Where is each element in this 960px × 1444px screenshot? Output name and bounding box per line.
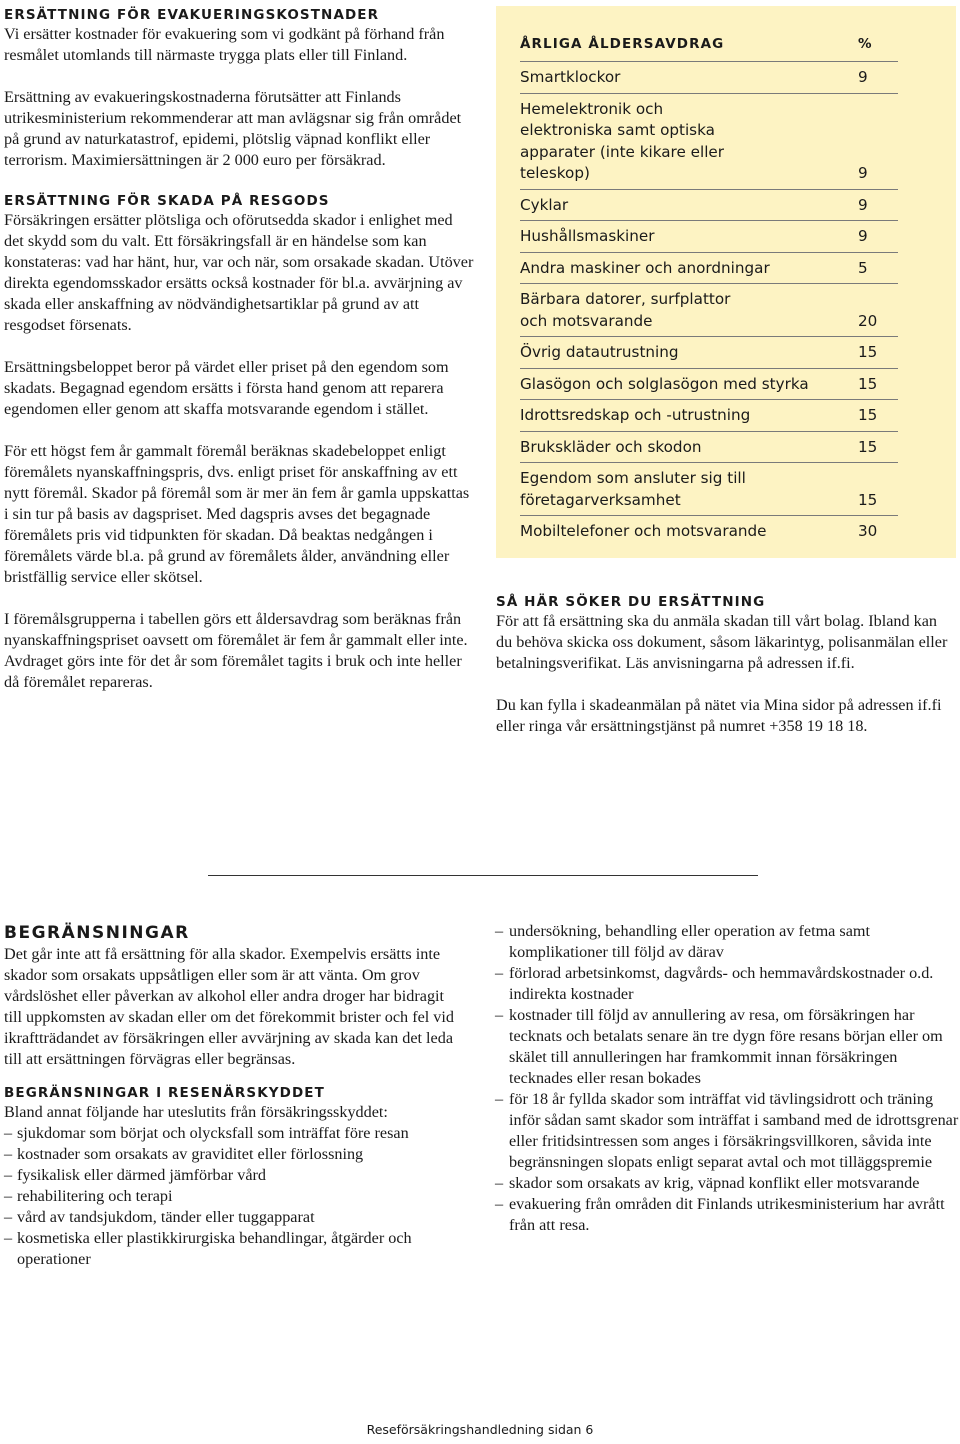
baggage-paragraph-4: I föremålsgrupperna i tabellen görs ett åldersavdrag som beräknas från nyanskaffningspriset oavsett om föremålet är fem år gammalt eller inte. Avdraget görs inte för det år som föremålet tagits i bruk och inte heller då föremålet repareras.	[4, 610, 468, 691]
row-value: 9	[858, 164, 868, 182]
row-label: Bärbara datorer, surfplattor och motsvarande	[520, 290, 731, 330]
claim-heading: SÅ HÄR SÖKER DU ERSÄTTNING	[496, 594, 766, 610]
table-row	[520, 400, 898, 432]
table-row	[520, 369, 898, 401]
row-label: Hushållsmaskiner	[520, 227, 655, 245]
evac-paragraph-2: Ersättning av evakueringskostnaderna förutsätter att Finlands utrikesministerium rekommenderar att man avlägsnar sig från området på grund av naturkatastrof, epidemi, plötslig väpnad konflikt eller terrorism. Maximiersättningen är 2 000 euro per försäkrad.	[4, 88, 462, 169]
exclusion-list-left	[4, 1123, 464, 1270]
list-item: – fysikalisk eller därmed jämförbar vård	[4, 1165, 464, 1186]
row-value: 5	[858, 258, 868, 277]
claim-section	[496, 593, 956, 737]
exclusion-list-right	[495, 921, 959, 1236]
baggage-paragraph-2: Ersättningsbeloppet beror på värdet eller priset på den egendom som skadats. Begagnad egendom ersätts i första hand genom att reparera egendomen eller genom att skaffa motsvarande egendom i stället.	[4, 358, 449, 418]
row-value: 15	[858, 437, 878, 456]
list-item: – förlorad arbetsinkomst, dagvårds- och hemmavårdskostnader o.d. indirekta kostnader	[495, 963, 959, 1005]
row-label: Hemelektronik och elektroniska samt optiska apparater (inte kikare eller teleskop)	[520, 99, 725, 182]
row-label: Idrottsredskap och -utrustning	[520, 406, 751, 424]
table-row	[520, 516, 898, 547]
baggage-paragraph-1: Försäkringen ersätter plötsliga och oförutsedda skador i enlighet med det skydd som du valt. Ett försäkringsfall är en händelse som kan konstateras: vad har hänt, hur, var och när, som orsakade skadan. Utöver direkta egendomsskador ersätts också kostnader för bl.a. avvärjning av skada eller anskaffning av nödvändighetsartiklar på grund av att resgodset försenats.	[4, 211, 474, 334]
row-value: 15	[858, 490, 878, 509]
table-header-label: ÅRLIGA ÅLDERSAVDRAG	[520, 36, 725, 52]
list-item: – kostnader som orsakats av graviditet eller förlossning	[4, 1144, 464, 1165]
list-item: – evakuering från områden dit Finlands utrikesministerium har avrått från att resa.	[495, 1194, 959, 1236]
row-label: Andra maskiner och anordningar	[520, 258, 770, 277]
section-divider	[208, 875, 758, 876]
claim-paragraph-1: För att få ersättning ska du anmäla skadan till vårt bolag. Ibland kan du behöva skicka oss dokument, såsom läkarintyg, polisanmälan eller betalningsverifikat. Läs anvisningarna på adressen if.fi.	[496, 612, 948, 672]
evac-heading: ERSÄTTNING FÖR EVAKUERINGSKOSTNADER	[4, 7, 380, 23]
table-row	[520, 62, 898, 94]
list-item: – undersökning, behandling eller operation av fetma samt komplikationer till följd av därav	[495, 921, 959, 963]
limitations-left-column	[4, 922, 464, 1270]
row-value: 9	[858, 227, 868, 245]
limitations-paragraph: Det går inte att få ersättning för alla skador. Exempelvis ersätts inte skador som orsakats uppsåtligen eller som är att vänta. Om grov vårdslöshet eller påverkan av alkohol eller andra droger har bidragit till uppkomsten av skadan eller om det förekommit brister och fel vid ikraftträdandet av försäkringen eller avvärjning av skada kan det leda till att ersättningen förvägras eller begränsas.	[4, 945, 454, 1068]
table-row	[520, 190, 898, 222]
row-label: Glasögon och solglasögon med styrka	[520, 374, 809, 393]
table-header-unit: %	[858, 36, 873, 52]
list-item: – sjukdomar som börjat och olycksfall som inträffat före resan	[4, 1123, 464, 1144]
row-label: Övrig datautrustning	[520, 343, 679, 361]
left-column	[4, 6, 476, 693]
list-item: – för 18 år fyllda skador som inträffat vid tävlingsidrott och träning inför sådan samt skador som inträffat i samband med de idrottsgrenar eller fritidsintressen som anges i försäkringsvillkoren, såvida inte begränsningen slopats enligt separat avtal och mot tilläggspremie	[495, 1089, 959, 1173]
table-row	[520, 221, 898, 253]
limitations-sub-heading: BEGRÄNSNINGAR I RESENÄRSKYDDET	[4, 1085, 325, 1101]
list-item: – rehabilitering och terapi	[4, 1186, 464, 1207]
table-header	[520, 32, 898, 62]
baggage-heading: ERSÄTTNING FÖR SKADA PÅ RESGODS	[4, 193, 330, 209]
table-row	[520, 432, 898, 464]
limitations-right-column	[495, 921, 959, 1236]
table-row	[520, 94, 898, 190]
list-item: – kostnader till följd av annullering av resa, om försäkringen har tecknats och betalats senare än tre dygn före resans början eller om skälet till annulleringen har framkommit innan försäkringen tecknades eller resan bokades	[495, 1005, 959, 1089]
list-item: – skador som orsakats av krig, väpnad konflikt eller motsvarande	[495, 1173, 959, 1194]
limitations-intro: Bland annat följande har uteslutits från försäkringsskyddet:	[4, 1103, 388, 1121]
row-label: Brukskläder och skodon	[520, 437, 702, 456]
table-row	[520, 463, 898, 516]
depreciation-table	[496, 6, 956, 558]
list-item: – vård av tandsjukdom, tänder eller tuggapparat	[4, 1207, 464, 1228]
table-row	[520, 253, 898, 285]
row-value: 9	[858, 195, 868, 214]
row-label: Smartklockor	[520, 68, 621, 86]
row-value: 15	[858, 343, 878, 361]
page-footer: Reseförsäkringshandledning sidan 6	[366, 1422, 594, 1437]
row-label: Egendom som ansluter sig till företagarverksamhet	[520, 469, 746, 509]
baggage-paragraph-3: För ett högst fem år gammalt föremål beräknas skadebeloppet enligt föremålets nyanskaffningspris, dvs. enligt priset för anskaffning av ett nytt föremål. Skador på föremål som är mer än fem år gamla uppskattas i sin tur på basis av dagspriset. Med dagspris avses det begagnade föremålets pris vid tidpunkten för skadan. Då beaktas nedgången i föremålets värde bl.a. på grund av föremålets ålder, användning eller bristfällig service eller skötsel.	[4, 442, 470, 586]
row-label: Mobiltelefoner och motsvarande	[520, 522, 767, 540]
list-item: – kosmetiska eller plastikkirurgiska behandlingar, åtgärder och operationer	[4, 1228, 464, 1270]
row-value: 20	[858, 311, 878, 330]
table-body	[520, 62, 898, 547]
row-label: Cyklar	[520, 195, 569, 214]
evac-paragraph-1: Vi ersätter kostnader för evakuering som vi godkänt på förhand från resmålet utomlands till närmaste trygga plats eller till Finland.	[4, 25, 445, 64]
claim-paragraph-2: Du kan fylla i skadeanmälan på nätet via Mina sidor på adressen if.fi eller ringa vår ersättningstjänst på numret +358 19 18 18.	[496, 696, 942, 735]
row-value: 15	[858, 374, 878, 393]
limitations-heading: BEGRÄNSNINGAR	[4, 923, 190, 943]
table-row	[520, 337, 898, 369]
row-value: 15	[858, 406, 878, 424]
row-value: 9	[858, 68, 868, 86]
row-value: 30	[858, 522, 878, 540]
table-row	[520, 284, 898, 337]
